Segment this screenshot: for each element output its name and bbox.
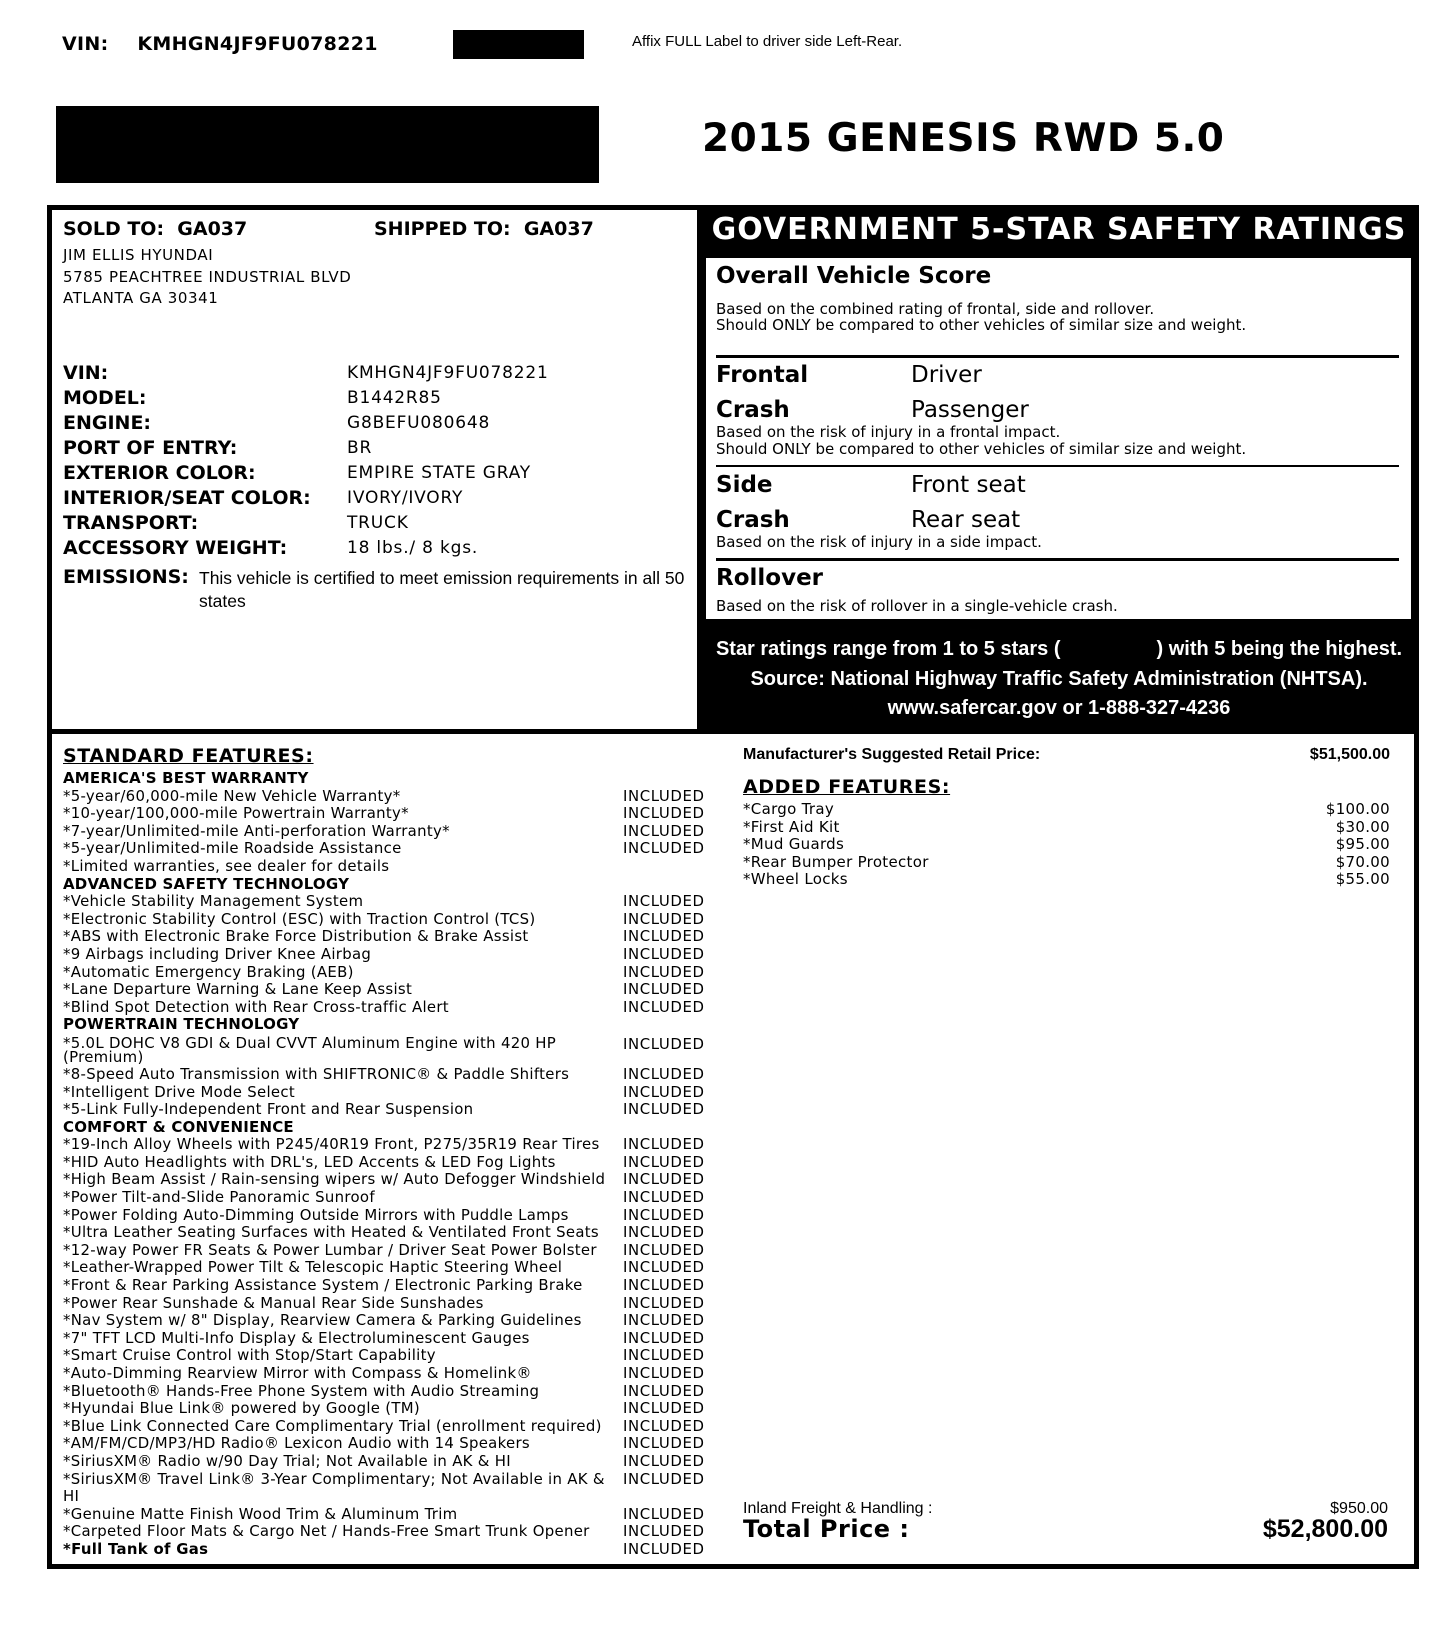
added-feature-name: *Rear Bumper Protector	[743, 852, 929, 871]
feature-name: *Blind Spot Detection with Rear Cross-traffic Alert	[63, 997, 449, 1016]
added-feature-name: *Cargo Tray	[743, 800, 835, 818]
feature-status: INCLUDED	[623, 909, 705, 928]
spec-label: MODEL:	[63, 387, 147, 409]
feature-name: *Auto-Dimming Rearview Mirror with Compass & Homelink®	[63, 1364, 532, 1382]
feature-row	[63, 1066, 715, 1084]
feature-name: *Hyundai Blue Link® powered by Google (TM)	[63, 1399, 421, 1418]
feature-row	[63, 1330, 715, 1348]
feature-status: INCLUDED	[623, 1205, 705, 1224]
overall-score-title: Overall Vehicle Score	[716, 263, 992, 289]
shipped-to-label: SHIPPED TO:	[374, 218, 511, 240]
total-price-label: Total Price :	[743, 1515, 910, 1543]
frontal-passenger-label: Passenger	[911, 397, 1029, 423]
feature-status: INCLUDED	[623, 839, 705, 858]
feature-name: *5-year/Unlimited-mile Roadside Assistance	[63, 839, 402, 858]
engine-line-1: *5.0L DOHC V8 GDI & Dual CVVT Aluminum Engine with 420 HP	[63, 1033, 557, 1052]
feature-name	[63, 1034, 623, 1066]
engine-line-2: (Premium)	[63, 1047, 144, 1066]
added-feature-price: $95.00	[1335, 835, 1390, 854]
emissions-label: EMISSIONS:	[63, 566, 189, 588]
feature-name: *Carpeted Floor Mats & Cargo Net / Hands-Free Smart Trunk Opener	[63, 1522, 590, 1541]
feature-name: *Smart Cruise Control with Stop/Start Capability	[63, 1346, 436, 1365]
redaction-bar	[453, 30, 584, 59]
feature-name: *Vehicle Stability Management System	[63, 892, 364, 911]
added-features-title: ADDED FEATURES:	[743, 776, 951, 798]
feature-status: INCLUDED	[623, 1034, 705, 1053]
feature-row	[63, 1224, 715, 1242]
added-feature-row	[743, 819, 1390, 837]
feature-row	[63, 1242, 715, 1260]
feature-row	[63, 1523, 715, 1541]
feature-row	[63, 1453, 715, 1471]
divider	[716, 355, 1399, 358]
feature-name: *Leather-Wrapped Power Tilt & Telescopic Haptic Steering Wheel	[63, 1258, 563, 1277]
rollover-note: Based on the risk of rollover in a single-vehicle crash.	[716, 597, 1118, 615]
feature-name: *Power Tilt-and-Slide Panoramic Sunroof	[63, 1188, 375, 1207]
crash-label: Crash	[716, 507, 790, 533]
added-feature-price: $55.00	[1335, 870, 1390, 889]
feature-name: *7" TFT LCD Multi-Info Display & Electroluminescent Gauges	[63, 1328, 530, 1347]
feature-status: INCLUDED	[623, 1240, 705, 1259]
feature-status: INCLUDED	[623, 1469, 705, 1488]
safety-title: GOVERNMENT 5-STAR SAFETY RATINGS	[711, 212, 1407, 247]
feature-row	[63, 788, 715, 806]
feature-name: *Power Folding Auto-Dimming Outside Mirrors with Puddle Lamps	[63, 1205, 569, 1224]
emissions-text: This vehicle is certified to meet emission requirements in all 50 states	[199, 568, 685, 611]
dealer-address-line2: ATLANTA GA 30341	[63, 289, 219, 307]
shipped-to-code: GA037	[523, 218, 594, 240]
spec-value: EMPIRE STATE GRAY	[347, 463, 531, 483]
feature-row	[63, 1207, 715, 1225]
feature-row	[63, 946, 715, 964]
feature-status: INCLUDED	[623, 1399, 705, 1418]
spec-value: IVORY/IVORY	[347, 488, 464, 508]
section-divider	[47, 729, 1419, 734]
feature-category: COMFORT & CONVENIENCE	[63, 1117, 294, 1136]
spec-label: ACCESSORY WEIGHT:	[63, 537, 288, 559]
divider	[716, 465, 1399, 467]
feature-row	[63, 1365, 715, 1383]
msrp-value: $51,500.00	[1309, 746, 1390, 763]
feature-name: *10-year/100,000-mile Powertrain Warranty*	[63, 804, 409, 823]
sold-to-label: SOLD TO:	[63, 218, 165, 240]
feature-status: INCLUDED	[623, 1346, 705, 1365]
added-feature-row	[743, 836, 1390, 854]
model-title: 2015 GENESIS RWD 5.0	[702, 116, 1225, 161]
feature-status: INCLUDED	[623, 997, 705, 1016]
feature-row	[63, 858, 715, 876]
feature-status: INCLUDED	[623, 892, 705, 911]
msrp-label: Manufacturer's Suggested Retail Price:	[743, 746, 1041, 763]
feature-status: INCLUDED	[623, 1188, 705, 1207]
feature-name: *Nav System w/ 8" Display, Rearview Camera & Parking Guidelines	[63, 1311, 582, 1330]
feature-status: INCLUDED	[623, 1293, 705, 1312]
safercar-contact: www.safercar.gov or 1-888-327-4236	[887, 697, 1231, 719]
feature-status: INCLUDED	[623, 1258, 705, 1277]
standard-features-list	[63, 770, 715, 1559]
spec-label: TRANSPORT:	[63, 512, 199, 534]
feature-row	[63, 1295, 715, 1313]
feature-name: *AM/FM/CD/MP3/HD Radio® Lexicon Audio with 14 Speakers	[63, 1434, 530, 1453]
feature-name: *SiriusXM® Radio w/90 Day Trial; Not Available in AK & HI	[63, 1451, 511, 1470]
feature-name: *Power Rear Sunshade & Manual Rear Side Sunshades	[63, 1293, 484, 1312]
feature-status: INCLUDED	[623, 804, 705, 823]
feature-name: *Intelligent Drive Mode Select	[63, 1082, 295, 1101]
feature-name: *Blue Link Connected Care Complimentary Trial (enrollment required)	[63, 1416, 602, 1435]
spec-label: VIN:	[63, 362, 109, 384]
feature-status: INCLUDED	[623, 1522, 705, 1541]
added-feature-row	[743, 854, 1390, 872]
feature-name: *9 Airbags including Driver Knee Airbag	[63, 944, 372, 963]
feature-name: *Genuine Matte Finish Wood Trim & Aluminum Trim	[63, 1504, 458, 1523]
feature-status: INCLUDED	[623, 1381, 705, 1400]
feature-status: INCLUDED	[623, 1170, 705, 1189]
crash-label: Crash	[716, 397, 790, 423]
feature-status: INCLUDED	[623, 1223, 705, 1242]
spec-label: EXTERIOR COLOR:	[63, 462, 256, 484]
added-feature-price: $100.00	[1325, 800, 1390, 818]
warranty-note: *Limited warranties, see dealer for details	[63, 856, 390, 875]
side-front-seat-label: Front seat	[911, 472, 1026, 498]
feature-status: INCLUDED	[623, 1135, 705, 1154]
spec-value: TRUCK	[347, 513, 409, 533]
feature-name: *Full Tank of Gas	[63, 1539, 209, 1558]
feature-name: *High Beam Assist / Rain-sensing wipers w/ Auto Defogger Windshield	[63, 1170, 606, 1189]
feature-row	[63, 1418, 715, 1436]
spec-value: BR	[347, 438, 373, 458]
feature-status: INCLUDED	[623, 1100, 705, 1119]
feature-row	[63, 1136, 715, 1154]
freight-value: $950.00	[1330, 1500, 1388, 1517]
feature-status: INCLUDED	[623, 1451, 705, 1470]
sold-to-code: GA037	[177, 218, 248, 240]
overall-note-1: Based on the combined rating of frontal, side and rollover.	[716, 300, 1155, 318]
redaction-block	[56, 106, 599, 183]
feature-status: INCLUDED	[623, 1276, 705, 1295]
feature-row	[63, 1435, 715, 1453]
header-vin-value: KMHGN4JF9FU078221	[137, 33, 378, 55]
feature-row	[63, 999, 715, 1017]
feature-row	[63, 911, 715, 929]
feature-status: INCLUDED	[623, 1311, 705, 1330]
header-vin-label: VIN:	[62, 33, 109, 55]
feature-name: *5-year/60,000-mile New Vehicle Warranty*	[63, 786, 401, 805]
feature-row	[63, 928, 715, 946]
rollover-label: Rollover	[716, 565, 824, 591]
feature-row	[63, 805, 715, 823]
feature-row	[63, 1541, 715, 1559]
shipped-to	[374, 218, 594, 240]
feature-name: *Electronic Stability Control (ESC) with Traction Control (TCS)	[63, 909, 536, 928]
divider	[716, 558, 1399, 561]
feature-name: *HID Auto Headlights with DRL's, LED Accents & LED Fog Lights	[63, 1152, 556, 1171]
dealer-name: JIM ELLIS HYUNDAI	[63, 246, 214, 264]
feature-status: INCLUDED	[623, 1504, 705, 1523]
feature-row	[63, 1084, 715, 1102]
feature-category: ADVANCED SAFETY TECHNOLOGY	[63, 874, 350, 893]
dealer-address	[63, 245, 351, 310]
feature-row	[63, 1034, 715, 1066]
total-price-value: $52,800.00	[1262, 1515, 1388, 1543]
star-range-text-b: ) with 5 being the highest.	[1156, 638, 1403, 660]
dealer-address-line1: 5785 PEACHTREE INDUSTRIAL BLVD	[63, 267, 352, 286]
star-range-note	[699, 638, 1419, 661]
frontal-driver-label: Driver	[911, 362, 982, 388]
freight-label: Inland Freight & Handling :	[743, 1500, 933, 1517]
feature-name: *5-Link Fully-Independent Front and Rear Suspension	[63, 1100, 474, 1119]
feature-status: INCLUDED	[623, 1416, 705, 1435]
feature-row	[63, 840, 715, 858]
feature-name: *Ultra Leather Seating Surfaces with Heated & Ventilated Front Seats	[63, 1223, 599, 1242]
header-vin	[62, 33, 378, 55]
feature-row	[63, 1383, 715, 1401]
feature-name: *Lane Departure Warning & Lane Keep Assist	[63, 980, 413, 999]
feature-status: INCLUDED	[623, 786, 705, 805]
feature-row	[63, 893, 715, 911]
frontal-label: Frontal	[716, 362, 809, 388]
comfort-features	[63, 1136, 715, 1541]
feature-row	[63, 1259, 715, 1277]
feature-row	[63, 1189, 715, 1207]
feature-row	[63, 981, 715, 999]
feature-status: INCLUDED	[623, 821, 705, 840]
affix-note: Affix FULL Label to driver side Left-Rear.	[632, 33, 903, 50]
feature-status: INCLUDED	[623, 980, 705, 999]
feature-status: INCLUDED	[623, 1364, 705, 1382]
feature-status: INCLUDED	[623, 962, 705, 981]
spec-label: INTERIOR/SEAT COLOR:	[63, 487, 311, 509]
feature-status: INCLUDED	[623, 1328, 705, 1347]
feature-status: INCLUDED	[623, 1434, 705, 1453]
added-feature-name: *First Aid Kit	[743, 817, 840, 836]
feature-name: *7-year/Unlimited-mile Anti-perforation Warranty*	[63, 821, 450, 840]
nhtsa-source: Source: National Highway Traffic Safety Administration (NHTSA).	[750, 668, 1368, 690]
feature-row	[63, 1154, 715, 1172]
feature-name: *ABS with Electronic Brake Force Distribution & Brake Assist	[63, 927, 529, 946]
feature-status: INCLUDED	[623, 944, 705, 963]
feature-row	[63, 1347, 715, 1365]
feature-row	[63, 1171, 715, 1189]
standard-features-title: STANDARD FEATURES:	[63, 745, 314, 767]
side-note: Based on the risk of injury in a side impact.	[716, 533, 1042, 551]
frontal-note-1: Based on the risk of injury in a frontal impact.	[716, 423, 1061, 441]
feature-row	[63, 1400, 715, 1418]
feature-name: *8-Speed Auto Transmission with SHIFTRONIC® & Paddle Shifters	[63, 1064, 570, 1083]
feature-name: *Automatic Emergency Braking (AEB)	[63, 962, 354, 981]
added-feature-name: *Wheel Locks	[743, 870, 848, 889]
spec-value: KMHGN4JF9FU078221	[347, 363, 549, 383]
feature-status: INCLUDED	[623, 1082, 705, 1101]
side-label: Side	[716, 472, 773, 498]
sold-to	[63, 218, 247, 240]
spec-labels	[63, 361, 311, 561]
feature-row	[63, 1471, 715, 1506]
added-feature-price: $70.00	[1335, 852, 1390, 871]
spec-values	[347, 361, 549, 561]
feature-row	[63, 1277, 715, 1295]
feature-status: INCLUDED	[623, 1539, 705, 1558]
spec-value: B1442R85	[347, 388, 442, 408]
star-range-text-a: Star ratings range from 1 to 5 stars (	[715, 638, 1061, 660]
feature-name: *Bluetooth® Hands-Free Phone System with Audio Streaming	[63, 1381, 540, 1400]
added-feature-price: $30.00	[1335, 817, 1390, 836]
frontal-note-2: Should ONLY be compared to other vehicles of similar size and weight.	[716, 440, 1247, 458]
feature-row	[63, 1506, 715, 1524]
spec-value: 18 lbs./ 8 kgs.	[347, 538, 479, 558]
feature-category: AMERICA'S BEST WARRANTY	[63, 769, 309, 787]
feature-name: *19-Inch Alloy Wheels with P245/40R19 Front, P275/35R19 Rear Tires	[63, 1135, 600, 1154]
spec-label: PORT OF ENTRY:	[63, 437, 238, 459]
added-feature-row	[743, 801, 1390, 819]
feature-status: INCLUDED	[623, 1064, 705, 1083]
feature-row	[63, 964, 715, 982]
spec-value: G8BEFU080648	[347, 413, 491, 433]
feature-name: *12-way Power FR Seats & Power Lumbar / Driver Seat Power Bolster	[63, 1240, 597, 1259]
added-feature-name: *Mud Guards	[743, 835, 845, 854]
feature-status: INCLUDED	[623, 1152, 705, 1171]
feature-category: POWERTRAIN TECHNOLOGY	[63, 1015, 300, 1034]
feature-status: INCLUDED	[623, 927, 705, 946]
feature-name: *SiriusXM® Travel Link® 3-Year Complimentary; Not Available in AK & HI	[63, 1469, 605, 1506]
side-rear-seat-label: Rear seat	[911, 507, 1021, 533]
added-features-list	[743, 801, 1390, 889]
overall-note-2: Should ONLY be compared to other vehicles of similar size and weight.	[716, 316, 1247, 334]
added-feature-row	[743, 871, 1390, 889]
feature-row	[63, 1101, 715, 1119]
feature-row	[63, 1312, 715, 1330]
feature-row	[63, 823, 715, 841]
feature-name: *Front & Rear Parking Assistance System / Electronic Parking Brake	[63, 1276, 583, 1295]
spec-label: ENGINE:	[63, 412, 152, 434]
